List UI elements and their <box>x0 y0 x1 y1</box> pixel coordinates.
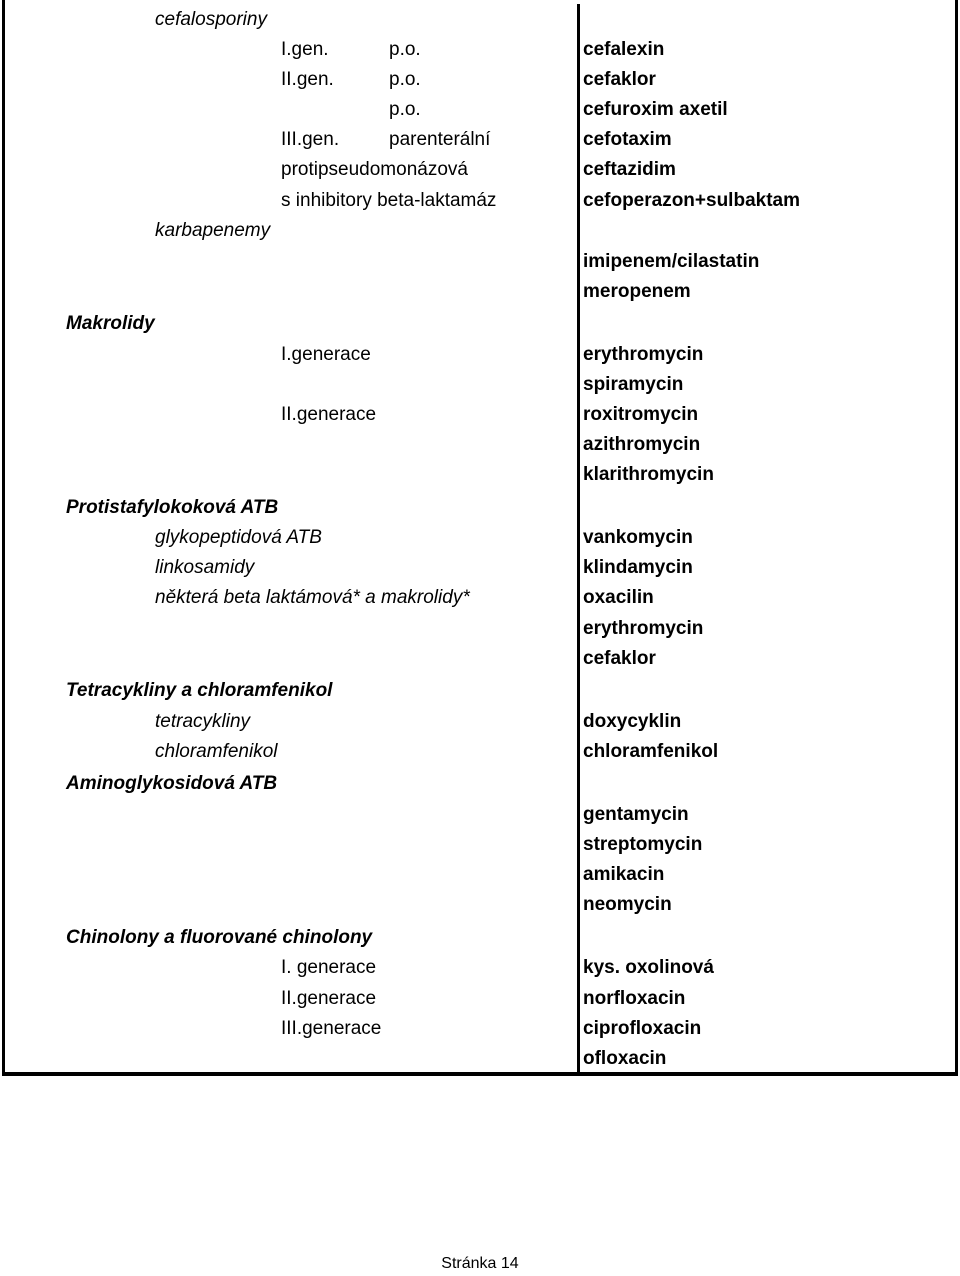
drug-name: ciprofloxacin <box>583 1018 702 1039</box>
table-row <box>0 277 960 307</box>
category-heading: Protistafylokoková ATB <box>66 497 279 518</box>
category-heading: Makrolidy <box>66 313 155 334</box>
generation-label: I. generace <box>281 957 377 978</box>
table-row <box>0 1014 960 1044</box>
subgroup-label: karbapenemy <box>155 220 271 241</box>
subgroup-label: některá beta laktámová* a makrolidy* <box>155 587 470 608</box>
table-row <box>0 923 960 953</box>
drug-name: klindamycin <box>583 557 693 578</box>
generation-label: protipseudomonázová <box>281 159 468 180</box>
drug-name: cefoperazon+sulbaktam <box>583 190 800 211</box>
table-row <box>0 430 960 460</box>
table-row <box>0 676 960 706</box>
drug-name: cefotaxim <box>583 129 672 150</box>
drug-name: norfloxacin <box>583 988 686 1009</box>
subgroup-label: linkosamidy <box>155 557 255 578</box>
drug-name: doxycyklin <box>583 711 682 732</box>
table-row <box>0 953 960 983</box>
route-label: p.o. <box>389 39 421 60</box>
generation-label: I.gen. <box>281 39 329 60</box>
table-row <box>0 644 960 674</box>
table-row <box>0 737 960 767</box>
drug-name: gentamycin <box>583 804 689 825</box>
table-row <box>0 984 960 1014</box>
generation-label: II.generace <box>281 404 377 425</box>
category-heading: Tetracykliny a chloramfenikol <box>66 680 333 701</box>
table-row <box>0 35 960 65</box>
table-row <box>0 890 960 920</box>
table-row <box>0 553 960 583</box>
drug-name: ofloxacin <box>583 1048 667 1069</box>
route-label: p.o. <box>389 69 421 90</box>
drug-name: streptomycin <box>583 834 703 855</box>
drug-name: chloramfenikol <box>583 741 719 762</box>
table-row <box>0 800 960 830</box>
drug-name: vankomycin <box>583 527 693 548</box>
table-row <box>0 65 960 95</box>
drug-name: cefaklor <box>583 69 656 90</box>
table-row <box>0 460 960 490</box>
subgroup-label: cefalosporiny <box>155 9 267 30</box>
generation-label: II.gen. <box>281 69 334 90</box>
table-row <box>0 125 960 155</box>
generation-label: s inhibitory beta-laktamáz <box>281 190 497 211</box>
generation-label: III.gen. <box>281 129 340 150</box>
table-row <box>0 155 960 185</box>
table-row <box>0 5 960 35</box>
generation-label: I.generace <box>281 344 371 365</box>
drug-name: ceftazidim <box>583 159 676 180</box>
drug-name: cefaklor <box>583 648 656 669</box>
drug-name: cefalexin <box>583 39 665 60</box>
table-row <box>0 340 960 370</box>
route-label: parenterální <box>389 129 491 150</box>
page-number: Stránka 14 <box>441 1255 519 1272</box>
drug-name: spiramycin <box>583 374 684 395</box>
table-row <box>0 1044 960 1074</box>
table-row <box>0 830 960 860</box>
table-row <box>0 493 960 523</box>
drug-name: amikacin <box>583 864 665 885</box>
table-row <box>0 614 960 644</box>
table-row <box>0 216 960 246</box>
table-row <box>0 186 960 216</box>
table-row <box>0 95 960 125</box>
drug-name: meropenem <box>583 281 691 302</box>
drug-name: azithromycin <box>583 434 701 455</box>
drug-name: oxacilin <box>583 587 654 608</box>
generation-label: III.generace <box>281 1018 382 1039</box>
table-row <box>0 309 960 339</box>
table-row <box>0 769 960 799</box>
subgroup-label: tetracykliny <box>155 711 251 732</box>
drug-name: cefuroxim axetil <box>583 99 728 120</box>
drug-name: roxitromycin <box>583 404 699 425</box>
category-heading: Aminoglykosidová ATB <box>66 773 278 794</box>
subgroup-label: chloramfenikol <box>155 741 278 762</box>
table-row <box>0 247 960 277</box>
route-label: p.o. <box>389 99 421 120</box>
table-row <box>0 523 960 553</box>
drug-name: neomycin <box>583 894 672 915</box>
drug-name: imipenem/cilastatin <box>583 251 760 272</box>
category-heading: Chinolony a fluorované chinolony <box>66 927 373 948</box>
table-row <box>0 370 960 400</box>
drug-name: erythromycin <box>583 618 704 639</box>
drug-name: klarithromycin <box>583 464 714 485</box>
drug-name: kys. oxolinová <box>583 957 714 978</box>
drug-name: erythromycin <box>583 344 704 365</box>
generation-label: II.generace <box>281 988 377 1009</box>
table-row <box>0 400 960 430</box>
table-row <box>0 707 960 737</box>
table-row <box>0 583 960 613</box>
table-row <box>0 860 960 890</box>
subgroup-label: glykopeptidová ATB <box>155 527 322 548</box>
